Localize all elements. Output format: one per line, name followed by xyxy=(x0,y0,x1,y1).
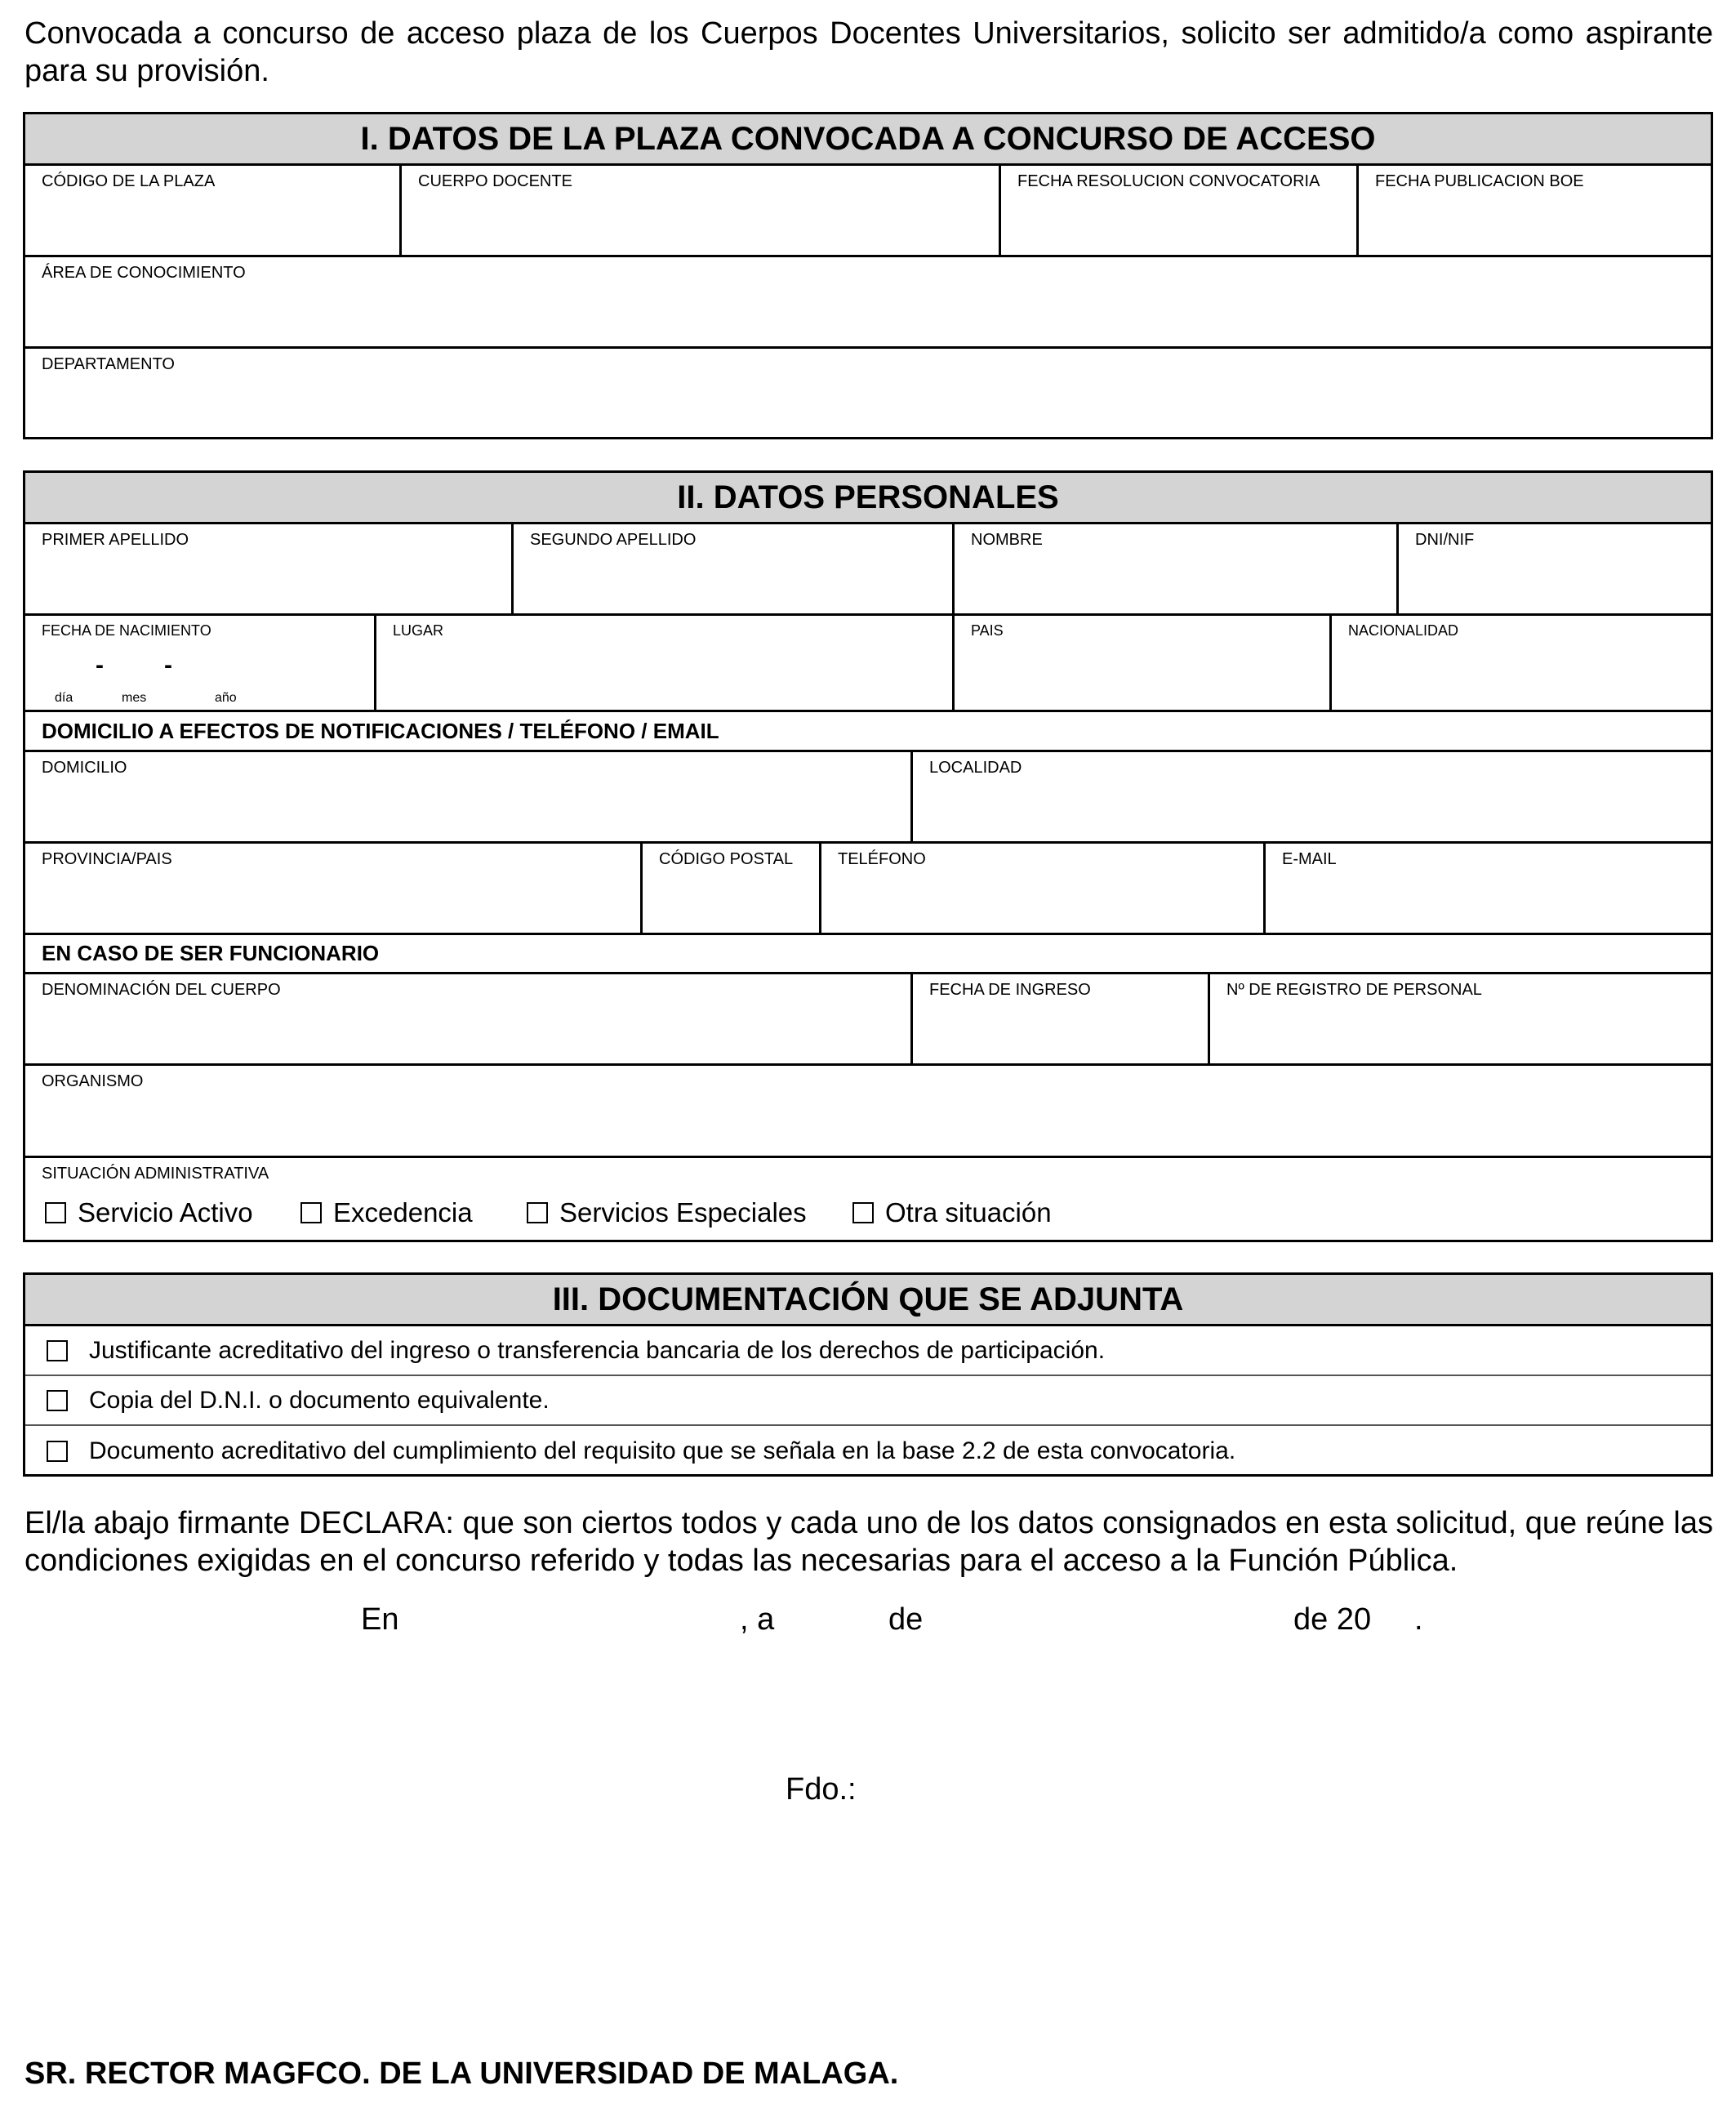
nombre-label: NOMBRE xyxy=(971,531,1043,549)
fecha-ingreso-label: FECHA DE INGRESO xyxy=(929,981,1091,999)
departamento-field[interactable] xyxy=(25,349,1711,434)
mes-label: mes xyxy=(122,691,147,705)
option-label: Servicio Activo xyxy=(78,1197,253,1228)
nombre-field[interactable] xyxy=(955,524,1399,613)
date-de-label: de xyxy=(888,1602,924,1637)
checkbox-icon[interactable] xyxy=(47,1340,68,1361)
checkbox-icon[interactable] xyxy=(47,1390,68,1411)
email-field[interactable] xyxy=(1266,844,1711,933)
domicilio-label: DOMICILIO xyxy=(42,759,127,777)
organismo-field[interactable] xyxy=(25,1066,1711,1156)
denominacion-cuerpo-field[interactable] xyxy=(25,974,913,1063)
telefono-label: TELÉFONO xyxy=(838,850,926,868)
dni-label: DNI/NIF xyxy=(1415,531,1475,549)
cuerpo-docente-field[interactable] xyxy=(402,166,1001,255)
organismo-label: ORGANISMO xyxy=(42,1072,144,1090)
fecha-resolucion-label: FECHA RESOLUCION CONVOCATORIA xyxy=(1017,172,1320,190)
personal-row-4 xyxy=(25,844,1711,935)
funcionario-heading: EN CASO DE SER FUNCIONARIO xyxy=(25,935,1711,974)
signature-label: Fdo.: xyxy=(786,1772,857,1807)
date-a-label: , a xyxy=(740,1602,775,1637)
plaza-row-3 xyxy=(25,349,1711,434)
localidad-label: LOCALIDAD xyxy=(929,759,1022,777)
departamento-label: DEPARTAMENTO xyxy=(42,355,175,373)
date-year-label: de 20 xyxy=(1293,1602,1372,1637)
anio-label: año xyxy=(215,691,237,705)
denominacion-cuerpo-label: DENOMINACIÓN DEL CUERPO xyxy=(42,981,281,999)
checkbox-icon[interactable] xyxy=(300,1202,322,1223)
declaration-text: El/la abajo firmante DECLARA: que son ciertos todos y cada uno de los datos consignados en esta solicitud, que reúne las condiciones exigidas en el concurso referido y todas las necesarias para el acceso a la Función Pública. xyxy=(24,1506,1714,1578)
domicilio-field[interactable] xyxy=(25,752,913,841)
codigo-postal-field[interactable] xyxy=(643,844,821,933)
area-conocimiento-field[interactable] xyxy=(25,257,1711,346)
personal-row-1 xyxy=(25,524,1711,616)
fecha-resolucion-field[interactable] xyxy=(1001,166,1359,255)
cuerpo-docente-label: CUERPO DOCENTE xyxy=(418,172,572,190)
situacion-administrativa-field xyxy=(25,1158,1711,1240)
section-documentacion xyxy=(23,1272,1713,1477)
date-separator-1: - xyxy=(96,652,104,679)
section-datos-personales xyxy=(23,470,1713,1242)
section-plaza xyxy=(23,112,1713,439)
email-label: E-MAIL xyxy=(1282,850,1337,868)
checkbox-icon[interactable] xyxy=(47,1441,68,1462)
fecha-boe-field[interactable] xyxy=(1359,166,1711,255)
doc-item-dni[interactable] xyxy=(25,1376,1711,1426)
option-servicios-especiales[interactable] xyxy=(527,1197,807,1228)
doc-item-label: Justificante acreditativo del ingreso o transferencia bancaria de los derechos de participación. xyxy=(89,1336,1106,1364)
area-conocimiento-label: ÁREA DE CONOCIMIENTO xyxy=(42,264,246,282)
section-documentacion-title: III. DOCUMENTACIÓN QUE SE ADJUNTA xyxy=(25,1275,1711,1326)
registro-personal-field[interactable] xyxy=(1210,974,1711,1063)
fecha-ingreso-field[interactable] xyxy=(913,974,1210,1063)
doc-item-label: Copia del D.N.I. o documento equivalente. xyxy=(89,1386,550,1414)
segundo-apellido-field[interactable] xyxy=(514,524,955,613)
option-otra-situacion[interactable] xyxy=(852,1197,1052,1228)
doc-item-justificante[interactable] xyxy=(25,1326,1711,1376)
doc-item-label: Documento acreditativo del cumplimiento del requisito que se señala en la base 2.2 de esta convocatoria. xyxy=(89,1437,1236,1464)
checkbox-icon[interactable] xyxy=(45,1202,66,1223)
dia-label: día xyxy=(55,691,73,705)
checkbox-icon[interactable] xyxy=(527,1202,548,1223)
nacionalidad-field[interactable] xyxy=(1332,616,1711,710)
fecha-boe-label: FECHA PUBLICACION BOE xyxy=(1375,172,1584,190)
telefono-field[interactable] xyxy=(821,844,1266,933)
personal-row-7 xyxy=(25,1158,1711,1240)
option-label: Servicios Especiales xyxy=(559,1197,807,1228)
plaza-row-1 xyxy=(25,166,1711,257)
place-en-label: En xyxy=(361,1602,399,1637)
personal-row-2 xyxy=(25,616,1711,712)
doc-item-requisito[interactable] xyxy=(25,1426,1711,1476)
personal-row-5 xyxy=(25,974,1711,1066)
domicilio-heading: DOMICILIO A EFECTOS DE NOTIFICACIONES / TELÉFONO / EMAIL xyxy=(25,712,1711,752)
localidad-field[interactable] xyxy=(913,752,1711,841)
option-servicio-activo[interactable] xyxy=(45,1197,253,1228)
nacionalidad-label: NACIONALIDAD xyxy=(1348,622,1459,639)
primer-apellido-field[interactable] xyxy=(25,524,514,613)
lugar-field[interactable] xyxy=(376,616,955,710)
date-dot: . xyxy=(1414,1602,1423,1637)
lugar-label: LUGAR xyxy=(393,622,444,639)
option-label: Otra situación xyxy=(885,1197,1052,1228)
situacion-administrativa-label: SITUACIÓN ADMINISTRATIVA xyxy=(42,1165,269,1183)
primer-apellido-label: PRIMER APELLIDO xyxy=(42,531,189,549)
plaza-row-2 xyxy=(25,257,1711,349)
personal-row-6 xyxy=(25,1066,1711,1158)
fecha-nacimiento-label: FECHA DE NACIMIENTO xyxy=(42,622,211,639)
section-plaza-title: I. DATOS DE LA PLAZA CONVOCADA A CONCURSO DE ACCESO xyxy=(25,114,1711,166)
option-excedencia[interactable] xyxy=(300,1197,473,1228)
pais-field[interactable] xyxy=(955,616,1332,710)
pais-label: PAIS xyxy=(971,622,1004,639)
addressee: SR. RECTOR MAGFCO. DE LA UNIVERSIDAD DE MALAGA. xyxy=(24,2056,899,2091)
codigo-plaza-field[interactable] xyxy=(25,166,402,255)
section-datos-personales-title: II. DATOS PERSONALES xyxy=(25,473,1711,524)
provincia-label: PROVINCIA/PAIS xyxy=(42,850,172,868)
codigo-plaza-label: CÓDIGO DE LA PLAZA xyxy=(42,172,216,190)
date-separator-2: - xyxy=(164,652,172,679)
option-label: Excedencia xyxy=(333,1197,473,1228)
intro-text: Convocada a concurso de acceso plaza de los Cuerpos Docentes Universitarios, solicito ser admitido/a como aspirante para su provisión. xyxy=(24,16,1713,88)
dni-field[interactable] xyxy=(1399,524,1711,613)
provincia-field[interactable] xyxy=(25,844,643,933)
personal-row-3 xyxy=(25,752,1711,844)
checkbox-icon[interactable] xyxy=(852,1202,874,1223)
segundo-apellido-label: SEGUNDO APELLIDO xyxy=(530,531,697,549)
fecha-nacimiento-field[interactable] xyxy=(25,616,376,710)
codigo-postal-label: CÓDIGO POSTAL xyxy=(659,850,794,868)
registro-personal-label: Nº DE REGISTRO DE PERSONAL xyxy=(1226,981,1482,999)
